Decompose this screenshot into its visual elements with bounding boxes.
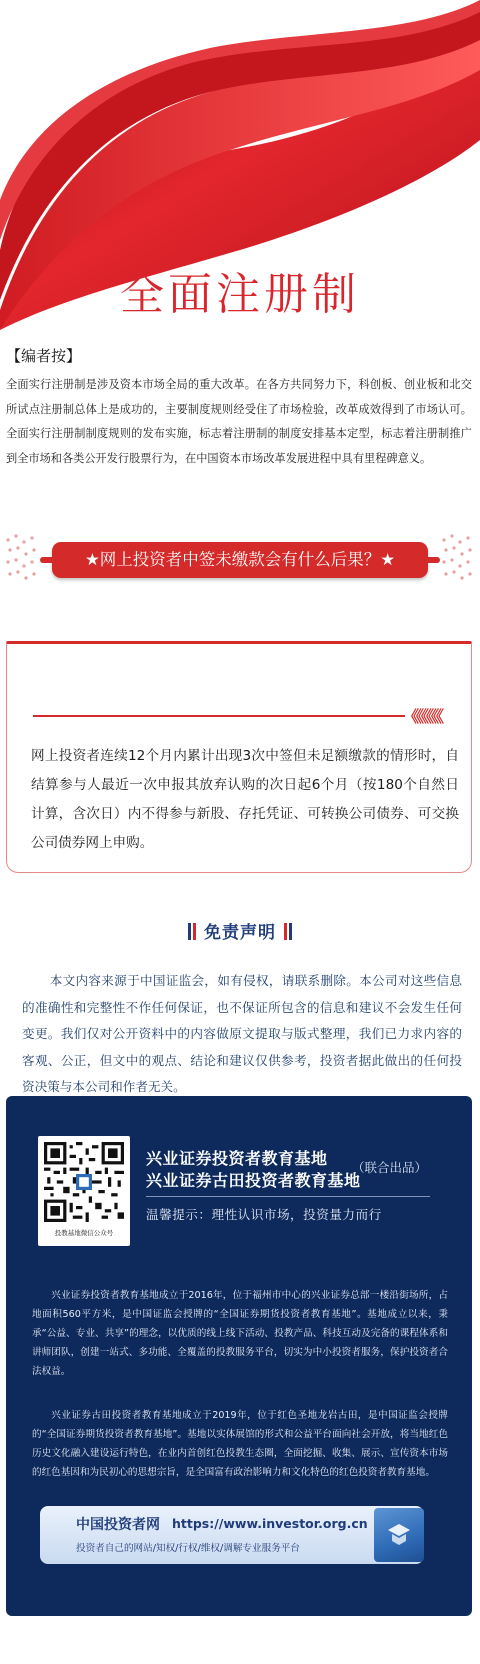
heading-bar-icon [188, 923, 191, 940]
site-url-link[interactable]: https://www.investor.org.cn [172, 1516, 368, 1531]
heading-bar-icon [284, 923, 287, 940]
site-slogan: 投资者自己的网站/知权/行权/维权/调解专业服务平台 [76, 1543, 300, 1554]
question-banner [0, 526, 480, 596]
chevrons-left-icon: 《《《《《《 [403, 707, 442, 726]
site-name: 中国投资者网 [76, 1517, 160, 1533]
answer-text: 网上投资者连续12个月内累计出现3次中签但未足额缴款的情形时，自结算参与人最近一次申报其放弃认购的次日起6个月（按180个自然日计算，含次日）内不得参与新股、存托凭证、可转换公司债券、可交换公司债券网上申购。 [31, 748, 459, 851]
editor-note-text: 全面实行注册制是涉及资本市场全局的重大改革。在各方共同努力下，科创板、创业板和北交所试点注册制总体上是成功的，主要制度规则经受住了市场检验，改革成效得到了市场认可。全面实行注册制制度规则的发布实施，标志着注册制的制度安排基本定型，标志着注册制推广到全市场和各类公开发行股票行为，在中国资本市场改革发展进程中具有里程碑意义。 [6, 378, 472, 465]
qr-caption: 投教基地微信公众号 [54, 1229, 114, 1237]
hero-title: 全面注册制 [120, 269, 360, 320]
investor-site-banner[interactable] [40, 1506, 424, 1564]
base-name-xingye: 兴业证券投资者教育基地 [146, 1149, 328, 1168]
footer-divider [146, 1196, 430, 1197]
heading-bar-icon [193, 923, 196, 940]
question-title: ★网上投资者中签未缴款会有什么后果？★ [52, 542, 428, 578]
base-name-gutian: 兴业证券古田投资者教育基地 [146, 1171, 361, 1190]
disclaimer-heading-text: 免责声明 [204, 923, 276, 943]
qr-code[interactable] [38, 1136, 130, 1246]
disclaimer-heading [0, 918, 480, 943]
intro-paragraph-gutian: 兴业证券古田投资者教育基地成立于2019年，位于红色圣地龙岩古田，是中国证监会授牌的“全国证券期货投资者教育基地”。基地以实体展馆的形式和公益平台面向社会开放，将当地红色历史文化融入建设运行特色，在业内首创红色投教生态圈，全面挖掘、收集、展示、宣传资本市场的红色基因和为民初心的思想宗旨，是全国富有政治影响力和文化特色的红色投资者教育基地。 [32, 1410, 448, 1478]
investor-logo-icon [374, 1508, 424, 1562]
hero-banner [0, 0, 480, 330]
joint-production-label: （联合出品） [352, 1160, 428, 1175]
footer-card [6, 1096, 472, 1616]
dot-pattern-icon [440, 530, 476, 588]
qr-code-icon [44, 1142, 124, 1222]
divider-line [33, 715, 405, 717]
answer-card [6, 641, 472, 873]
disclaimer-text: 本文内容来源于中国证监会，如有侵权，请联系删除。本公司对这些信息的准确性和完整性不作任何保证，也不保证所包含的信息和建议不会发生任何变更。我们仅对公开资料中的内容做原文提取与版式整理，我们已力求内容的客观、公正，但文中的观点、结论和建议仅供参考，投资者据此做出的任何投资决策与本公司和作者无关。 [22, 973, 462, 1094]
intro-paragraph-xingye: 兴业证券投资者教育基地成立于2016年，位于福州市中心的兴业证券总部一楼沿街场所，占地面积560平方米，是中国证监会授牌的“全国证券期货投资者教育基地”。基地成立以来，秉承“公益、专业、共享”的理念，以优质的线上线下活动、投教产品、科技互动及完备的课程体系和讲师团队，创建一站式、多功能、全覆盖的投教服务平台，切实为中小投资者服务，保护投资者合法权益。 [32, 1290, 448, 1377]
editor-note-label: 【编者按】 [6, 347, 82, 365]
heading-bar-icon [289, 923, 292, 940]
warm-tip: 温馨提示：理性认识市场，投资量力而行 [146, 1207, 382, 1222]
dot-pattern-icon [4, 530, 40, 588]
